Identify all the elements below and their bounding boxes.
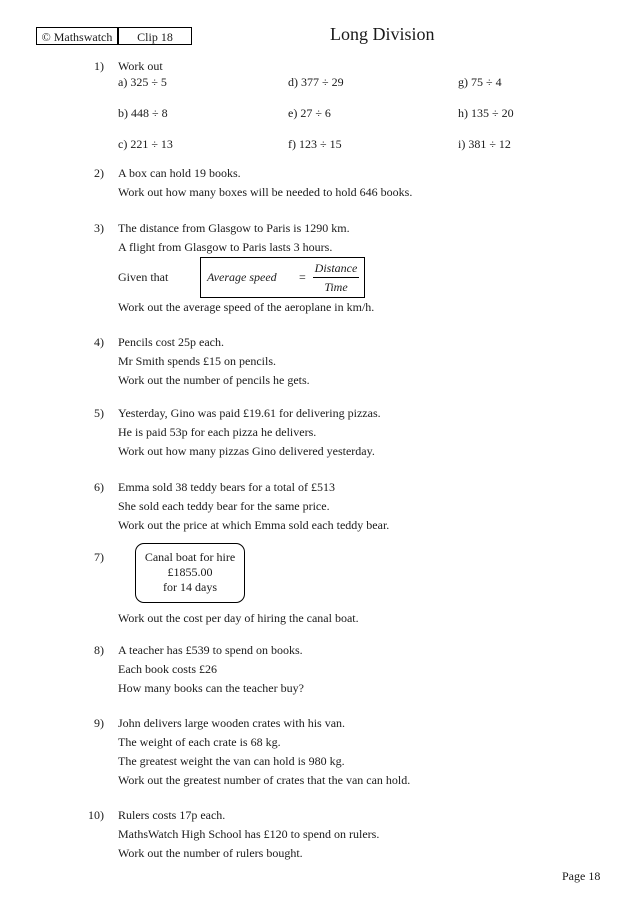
- question-line: Rulers costs 17p each.: [118, 808, 226, 822]
- q1-item-i: i) 381 ÷ 12: [458, 137, 511, 151]
- question-number: 1): [94, 59, 104, 73]
- question-line: How many books can the teacher buy?: [118, 681, 304, 695]
- question-number: 8): [94, 643, 104, 657]
- question-line: Mr Smith spends £15 on pencils.: [118, 354, 276, 368]
- q1-item-d: d) 377 ÷ 29: [288, 75, 344, 89]
- question-line: A box can hold 19 books.: [118, 166, 241, 180]
- question-line: The weight of each crate is 68 kg.: [118, 735, 281, 749]
- copyright-label: © Mathswatch: [36, 27, 118, 45]
- question-line: Each book costs £26: [118, 662, 217, 676]
- formula-numerator: Distance: [314, 261, 358, 275]
- question-number: 6): [94, 480, 104, 494]
- q1-item-b: b) 448 ÷ 8: [118, 106, 168, 120]
- question-line: John delivers large wooden crates with his van.: [118, 716, 346, 730]
- question-line: Yesterday, Gino was paid £19.61 for delivering pizzas.: [118, 406, 381, 420]
- fraction-bar: [313, 277, 359, 278]
- question-prompt: Work out: [118, 59, 163, 73]
- question-line: Work out the number of pencils he gets.: [118, 373, 310, 387]
- q1-item-f: f) 123 ÷ 15: [288, 137, 342, 151]
- q1-item-c: c) 221 ÷ 13: [118, 137, 173, 151]
- question-line: Pencils cost 25p each.: [118, 335, 224, 349]
- question-line: Work out the average speed of the aeroplane in km/h.: [118, 300, 375, 314]
- question-number: 4): [94, 335, 104, 349]
- question-line: Work out the number of rulers bought.: [118, 846, 303, 860]
- given-that-label: Given that: [118, 270, 169, 284]
- question-line: A teacher has £539 to spend on books.: [118, 643, 303, 657]
- question-number: 2): [94, 166, 104, 180]
- speed-formula: [200, 257, 365, 298]
- question-number: 9): [94, 716, 104, 730]
- ad-price: £1855.00: [167, 565, 213, 579]
- ad-line: Canal boat for hire: [144, 550, 236, 564]
- question-line: A flight from Glasgow to Paris lasts 3 hours.: [118, 240, 333, 254]
- formula-equals: =: [299, 270, 306, 284]
- page-title: Long Division: [330, 24, 435, 44]
- question-line: Work out the cost per day of hiring the canal boat.: [118, 611, 359, 625]
- canal-boat-ad: [135, 543, 245, 603]
- ad-line: for 14 days: [163, 580, 217, 594]
- question-line: The greatest weight the van can hold is 980 kg.: [118, 754, 345, 768]
- page-number: Page 18: [562, 869, 601, 883]
- question-number: 7): [94, 550, 104, 564]
- question-line: Work out the price at which Emma sold each teddy bear.: [118, 518, 390, 532]
- q1-item-a: a) 325 ÷ 5: [118, 75, 167, 89]
- question-line: Emma sold 38 teddy bears for a total of £513: [118, 480, 335, 494]
- q1-item-h: h) 135 ÷ 20: [458, 106, 514, 120]
- question-line: Work out how many pizzas Gino delivered yesterday.: [118, 444, 375, 458]
- formula-lhs: Average speed: [207, 270, 277, 284]
- question-line: She sold each teddy bear for the same price.: [118, 499, 330, 513]
- question-number: 5): [94, 406, 104, 420]
- question-line: MathsWatch High School has £120 to spend on rulers.: [118, 827, 380, 841]
- question-line: Work out how many boxes will be needed to hold 646 books.: [118, 185, 413, 199]
- q1-item-g: g) 75 ÷ 4: [458, 75, 502, 89]
- question-number: 10): [88, 808, 104, 822]
- question-line: The distance from Glasgow to Paris is 1290 km.: [118, 221, 350, 235]
- question-number: 3): [94, 221, 104, 235]
- formula-denominator: Time: [324, 280, 348, 294]
- question-line: Work out the greatest number of crates that the van can hold.: [118, 773, 411, 787]
- q1-item-e: e) 27 ÷ 6: [288, 106, 331, 120]
- question-line: He is paid 53p for each pizza he delivers.: [118, 425, 317, 439]
- clip-label: Clip 18: [118, 27, 192, 45]
